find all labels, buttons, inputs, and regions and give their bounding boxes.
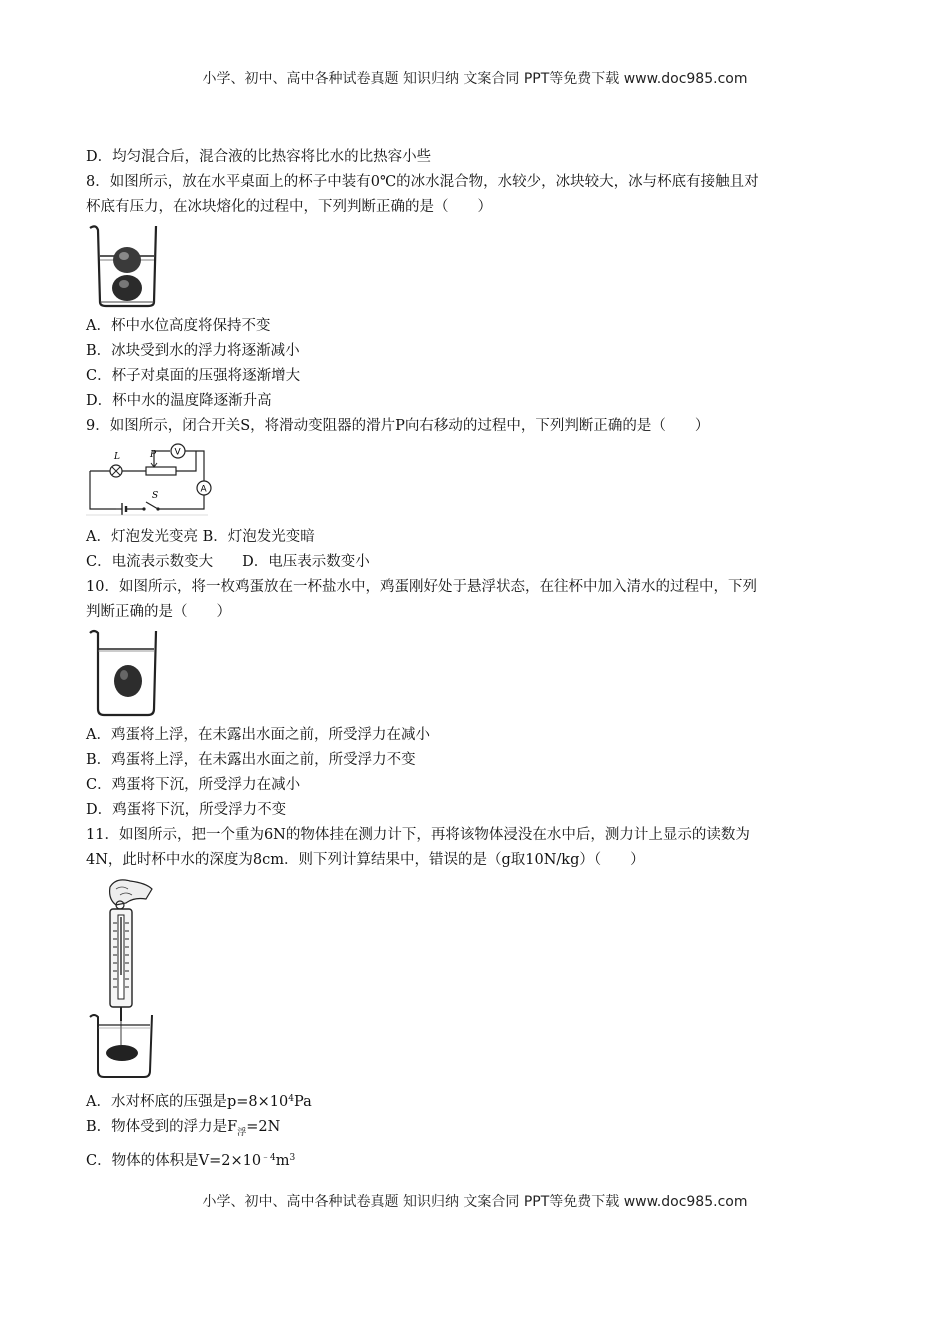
q9-options-line1: A．灯泡发光变亮 B．灯泡发光变暗 xyxy=(86,529,315,545)
q8-stem-line2: 杯底有压力，在冰块熔化的过程中，下列判断正确的是（ ） xyxy=(86,199,492,215)
egg-in-salt-water-figure xyxy=(86,627,166,719)
voltmeter-label: V xyxy=(174,447,181,458)
q11-option-a-text: A．水对杯底的压强是p=8×10 xyxy=(86,1094,289,1110)
q11-stem-line2: 4N，此时杯中水的深度为8cm．则下列计算结果中，错误的是（g取10N/kg）（ ） xyxy=(86,852,645,868)
ammeter-label: A xyxy=(200,484,207,495)
q11-option-a-unit: Pa xyxy=(293,1094,312,1110)
q11-option-c-unit: m xyxy=(275,1152,290,1169)
q11-stem-line1: 11．如图所示，把一个重为6N的物体挂在测力计下，再将该物体浸没在水中后，测力计上显示的读数为 xyxy=(86,827,750,843)
q11-option-c-exponent: ﹣4 xyxy=(261,1152,276,1163)
q9-stem: 9．如图所示，闭合开关S，将滑动变阻器的滑片P向右移动的过程中，下列判断正确的是（ ） xyxy=(86,418,710,434)
q7-option-d: D．均匀混合后，混合液的比热容将比水的比热容小些 xyxy=(86,149,432,165)
q10-option-d: D．鸡蛋将下沉，所受浮力不变 xyxy=(86,802,287,818)
q11-option-c-text: C．物体的体积是V=2×10 xyxy=(86,1152,262,1169)
slider-label: P xyxy=(150,450,157,460)
q11-option-c-unit-exponent: 3 xyxy=(289,1152,296,1163)
circuit-diagram-figure xyxy=(86,441,212,521)
q11-option-a xyxy=(86,1087,876,1115)
switch-label: S xyxy=(152,491,159,501)
q8-option-a: A．杯中水位高度将保持不变 xyxy=(86,318,271,334)
q11-option-b xyxy=(86,1115,876,1146)
q11-option-b-value: =2N xyxy=(246,1119,281,1135)
q10-option-a: A．鸡蛋将上浮，在未露出水面之前，所受浮力在减小 xyxy=(86,727,430,743)
q10-stem-line1: 10．如图所示，将一枚鸡蛋放在一杯盐水中，鸡蛋刚好处于悬浮状态，在往杯中加入清水的过程中，下列 xyxy=(86,579,757,595)
spring-scale-figure xyxy=(86,875,166,1083)
q8-option-b: B．冰块受到水的浮力将逐渐减小 xyxy=(86,343,300,359)
q9-options-line2: C．电流表示数变大 D．电压表示数变小 xyxy=(86,554,370,570)
q11-option-b-text: B．物体受到的浮力是F xyxy=(86,1119,238,1135)
document-body xyxy=(86,145,876,1174)
q11-option-a-exponent: 4 xyxy=(288,1094,294,1104)
q10-stem-line2: 判断正确的是（ ） xyxy=(86,604,231,620)
q8-option-c: C．杯子对桌面的压强将逐渐增大 xyxy=(86,368,301,384)
q11-option-c xyxy=(86,1146,876,1174)
q10-option-b: B．鸡蛋将上浮，在未露出水面之前，所受浮力不变 xyxy=(86,752,416,768)
page-footer: 小学、初中、高中各种试卷真题 知识归纳 文案合同 PPT等免费下载 www.doc985.com xyxy=(202,1194,748,1210)
lamp-label: L xyxy=(114,452,120,462)
q8-stem-line1: 8．如图所示，放在水平桌面上的杯子中装有0℃的冰水混合物，水较少，冰块较大，冰与杯底有接触且对 xyxy=(86,174,759,190)
q11-option-b-subscript: 浮 xyxy=(237,1127,247,1138)
q8-option-d: D．杯中水的温度降逐渐升高 xyxy=(86,393,272,409)
ice-in-beaker-figure xyxy=(86,222,166,310)
page-header: 小学、初中、高中各种试卷真题 知识归纳 文案合同 PPT等免费下载 www.doc985.com xyxy=(202,71,748,87)
q10-option-c: C．鸡蛋将下沉，所受浮力在减小 xyxy=(86,777,301,793)
